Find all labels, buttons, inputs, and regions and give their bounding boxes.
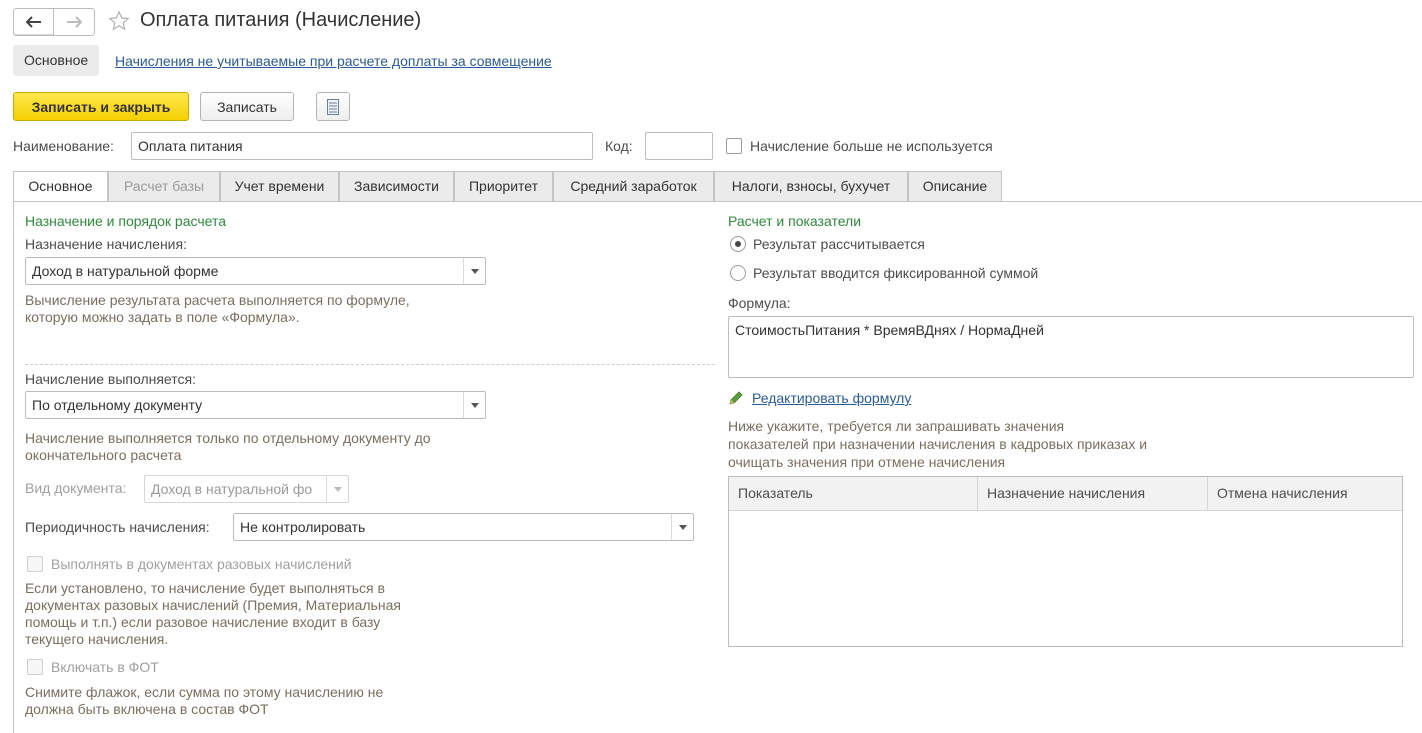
doc-kind-label: Вид документа: [25,480,127,496]
onetime-hint-line-4: текущего начисления. [25,631,169,647]
period-value: Не контролировать [240,519,366,535]
forward-button[interactable] [54,8,95,36]
tab-dependencies[interactable]: Зависимости [339,171,454,202]
purpose-label: Назначение начисления: [25,236,187,252]
column-indicator[interactable]: Показатель [729,477,978,510]
tab-average-earnings[interactable]: Средний заработок [553,171,714,202]
purpose-select[interactable] [25,257,486,285]
tab-time[interactable]: Учет времени [220,171,339,202]
radio-fixed-label: Результат вводится фиксированной суммой [753,265,1039,281]
period-label: Периодичность начисления: [25,519,210,535]
code-input[interactable] [645,132,713,160]
formula-label: Формула: [728,295,791,311]
fot-label: Включать в ФОТ [51,659,159,675]
chevron-down-icon[interactable] [463,258,485,284]
back-button[interactable] [13,8,54,36]
document-icon [327,99,339,115]
pencil-icon[interactable] [728,390,744,409]
name-label: Наименование: [13,138,114,154]
executed-label: Начисление выполняется: [25,371,196,387]
chevron-down-icon[interactable] [671,514,693,540]
right-group-title: Расчет и показатели [728,213,862,229]
tab-description[interactable]: Описание [908,171,1002,202]
not-used-checkbox[interactable] [726,138,742,154]
fot-checkbox [27,659,43,675]
chevron-down-icon [326,476,348,502]
onetime-checkbox [27,556,43,572]
column-cancellation[interactable]: Отмена начисления [1217,485,1348,501]
indicators-table[interactable] [728,476,1403,647]
indicators-note-line-2: показателей при назначении начисления в кадровых приказах и [728,436,1148,452]
chevron-down-icon[interactable] [463,392,485,418]
separator [25,364,715,365]
radio-calculated-label: Результат рассчитывается [753,236,925,252]
favorite-star-icon[interactable] [108,10,130,35]
onetime-hint-line-1: Если установлено, то начисление будет выполняться в [25,580,385,596]
indicators-note-line-3: очищать значения при отмене начисления [728,454,1006,470]
fot-hint-line-1: Снимите флажок, если сумма по этому начислению не [25,684,384,700]
section-main[interactable]: Основное [13,45,99,76]
executed-value: По отдельному документу [32,397,203,413]
executed-select[interactable] [25,391,486,419]
indicators-note-line-1: Ниже укажите, требуется ли запрашивать значения [728,418,1065,434]
fot-hint-line-2: должна быть включена в состав ФОТ [25,701,269,717]
purpose-hint-line-2: которую можно задать в поле «Формула». [25,309,300,325]
onetime-hint-line-2: документах разовых начислений (Премия, Материальная [25,597,401,613]
onetime-hint-line-3: помощь и т.п.) если разовое начисление входит в базу [25,614,381,630]
tab-main[interactable]: Основное [13,171,108,202]
save-button[interactable]: Записать [200,92,294,121]
radio-fixed[interactable] [730,265,746,281]
edit-formula-link[interactable]: Редактировать формулу [752,390,912,406]
executed-hint-line-1: Начисление выполняется только по отдельному документу до [25,430,431,446]
code-label: Код: [605,138,633,154]
arrow-right-icon [66,16,82,28]
purpose-value: Доход в натуральной форме [32,263,219,279]
doc-kind-value: Доход в натуральной фо [151,481,313,497]
purpose-hint-line-1: Вычисление результата расчета выполняется по формуле, [25,292,410,308]
period-select[interactable] [233,513,694,541]
not-used-label: Начисление больше не используется [750,138,993,154]
tab-taxes[interactable]: Налоги, взносы, бухучет [714,171,908,202]
arrow-left-icon [26,16,42,28]
save-and-close-button[interactable]: Записать и закрыть [13,92,189,121]
radio-calculated[interactable] [730,236,746,252]
table-header [729,477,1402,511]
panel-border [13,201,14,733]
section-link-exclusions[interactable]: Начисления не учитываемые при расчете доплаты за совмещение [115,53,552,69]
doc-kind-select [144,475,349,503]
page-title: Оплата питания (Начисление) [140,9,422,31]
onetime-label: Выполнять в документах разовых начислений [51,556,352,572]
name-input[interactable]: Оплата питания [131,132,593,160]
report-button[interactable] [316,92,350,121]
left-group-title: Назначение и порядок расчета [25,213,227,229]
executed-hint-line-2: окончательного расчета [25,447,182,463]
tab-divider [13,201,1422,202]
tab-priority[interactable]: Приоритет [454,171,553,202]
column-assignment[interactable]: Назначение начисления [978,477,1208,510]
formula-textarea[interactable]: СтоимостьПитания * ВремяВДнях / НормаДней [728,316,1414,378]
tab-base-calc[interactable]: Расчет базы [108,171,220,202]
